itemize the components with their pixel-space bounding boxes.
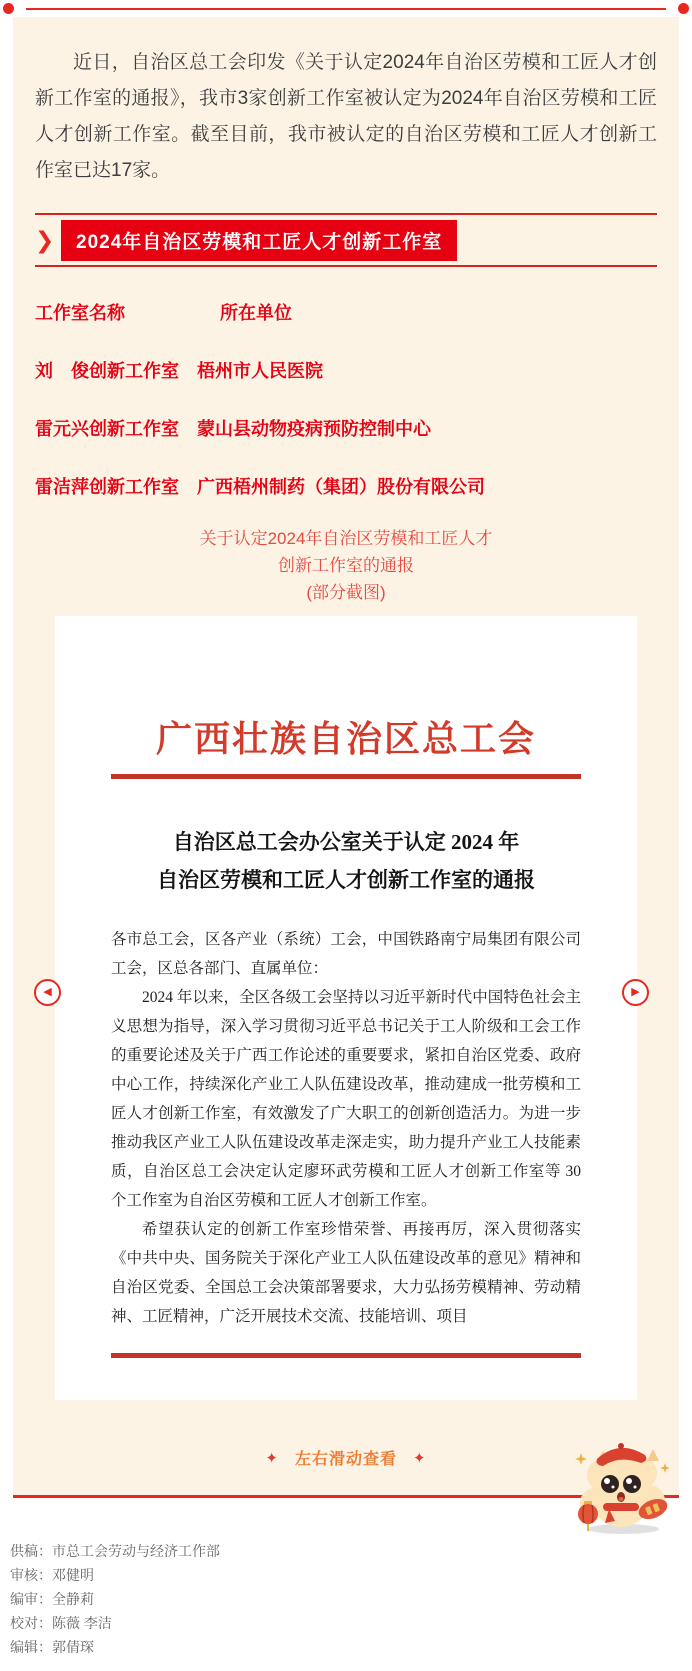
star-icon: ✦ xyxy=(413,1449,427,1467)
workshop-name: 刘 俊创新工作室 xyxy=(35,361,179,381)
header-workshop-name: 工作室名称 xyxy=(35,303,125,323)
table-header-row xyxy=(35,299,657,325)
table-row xyxy=(35,473,657,499)
caption-line-1: 关于认定2024年自治区劳模和工匠人才 xyxy=(199,529,493,548)
carousel-prev-button[interactable] xyxy=(34,979,61,1006)
credit-line: 编辑：郭倩琛 xyxy=(10,1639,94,1655)
document-paragraph: 2024 年以来，全区各级工会坚持以习近平新时代中国特色社会主义思想为指导，深入学习贯彻习近平总书记关于工人阶级和工会工作的重要论述及关于广西工作论述的重要要求，紧扣自治区党委、政府中心工作，持续深化产业工人队伍建设改革，推动建成一批劳模和工匠人才创新工作室，有效激发了广大职工的创新创造活力。为进一步推动我区产业工人队伍建设改革走深走实，助力提升产业工人技能素质，自治区总工会决定认定廖环武劳模和工匠人才创新工作室等 30 个工作室为自治区劳模和工匠人才创新工作室。 xyxy=(111,989,581,1209)
document-double-line-bottom xyxy=(111,1353,581,1358)
workshop-name: 雷洁萍创新工作室 xyxy=(35,477,179,497)
document-body xyxy=(111,925,581,1331)
document-title-line-1: 自治区总工会办公室关于认定 2024 年 xyxy=(172,830,520,854)
arrow-left-icon: ◀ xyxy=(43,986,52,998)
caption-line-3: (部分截图) xyxy=(306,583,386,602)
document-title-line-2: 自治区劳模和工匠人才创新工作室的通报 xyxy=(157,868,535,892)
document-title xyxy=(111,823,581,899)
document-org-title: 广西壮族自治区总工会 xyxy=(155,719,536,759)
section-title: 2024年自治区劳模和工匠人才创新工作室 xyxy=(61,220,457,261)
header-unit: 所在单位 xyxy=(220,303,292,323)
deco-line xyxy=(26,8,666,10)
top-decoration xyxy=(0,0,692,17)
mascot-image xyxy=(561,1439,677,1535)
workshop-name: 雷元兴创新工作室 xyxy=(35,419,179,439)
deco-dot-right xyxy=(678,3,689,14)
document-paragraph: 各市总工会，区各产业（系统）工会，中国铁路南宁局集团有限公司工会，区总各部门、直属单位： xyxy=(111,931,581,977)
official-document-image xyxy=(55,616,640,1400)
document-caption xyxy=(13,525,679,606)
carousel-next-button[interactable] xyxy=(622,979,649,1006)
workshop-unit: 蒙山县动物疫病预防控制中心 xyxy=(197,419,431,439)
workshop-table xyxy=(35,299,657,499)
document-double-line-top xyxy=(111,774,581,779)
caption-line-2: 创新工作室的通报 xyxy=(278,556,414,575)
intro-paragraph: 近日，自治区总工会印发《关于认定2024年自治区劳模和工匠人才创新工作室的通报》，我市3家创新工作室被认定为2024年自治区劳模和工匠人才创新工作室。截至目前，我市被认定的自治区劳模和工匠人才创新工作室已达17家。 xyxy=(35,52,657,181)
chevron-right-icon: ❯ xyxy=(35,227,55,253)
document-paragraph: 希望获认定的创新工作室珍惜荣誉、再接再厉，深入贯彻落实《中共中央、国务院关于深化产业工人队伍建设改革的意见》精神和自治区党委、全国总工会决策部署要求，大力弘扬劳模精神、劳动精神、工匠精神，广泛开展技术交流、技能培训、项目 xyxy=(111,1221,581,1325)
banner-bottom-line xyxy=(35,265,657,267)
arrow-right-icon: ▶ xyxy=(631,986,640,998)
credit-line: 校对：陈薇 李洁 xyxy=(10,1615,112,1631)
section-banner xyxy=(35,213,657,267)
star-icon: ✦ xyxy=(265,1449,279,1467)
deco-dot-left xyxy=(3,3,14,14)
credit-line: 编审：全静莉 xyxy=(10,1591,94,1607)
workshop-unit: 广西梧州制药（集团）股份有限公司 xyxy=(197,477,485,497)
credit-line: 审核：邓健明 xyxy=(10,1567,94,1583)
table-row xyxy=(35,415,657,441)
credit-line: 供稿：市总工会劳动与经济工作部 xyxy=(10,1543,220,1559)
table-row xyxy=(35,357,657,383)
workshop-unit: 梧州市人民医院 xyxy=(197,361,323,381)
swipe-hint-label: 左右滑动查看 xyxy=(294,1451,397,1468)
content-card xyxy=(13,17,679,1498)
